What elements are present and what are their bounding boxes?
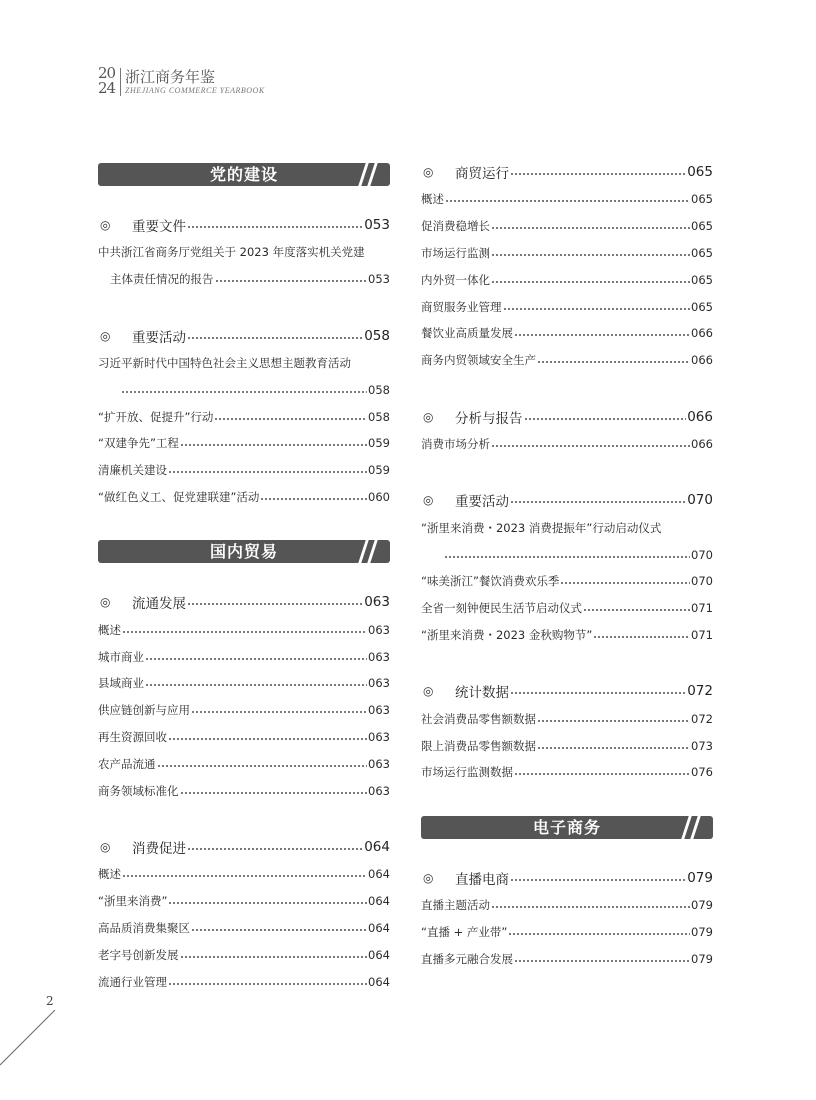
entry-page: 063 [368,676,390,691]
dot-leader [145,684,367,686]
entry-page: 065 [691,192,713,207]
category-title: 流通发展 [132,596,186,613]
dot-leader [122,631,367,633]
entry-page: 063 [368,729,390,744]
category-page: 063 [364,594,390,611]
category-title: 商贸运行 [455,166,509,182]
year-top: 20 [98,64,116,82]
entry-title: “扩开放、促提升”行动 [98,409,214,424]
toc-section [421,487,713,648]
dot-leader [503,308,691,310]
dot-leader [510,692,686,694]
corner-decoration [0,1010,60,1070]
toc-entry[interactable] [421,320,713,347]
entry-title: 促消费稳增长 [421,219,490,234]
toc-entry[interactable] [421,919,713,946]
entry-title: 全省一刻钟便民生活节启动仪式 [421,601,582,616]
entry-page: 070 [691,574,713,589]
dot-leader [215,280,368,282]
dot-leader [510,879,686,881]
dot-leader [122,875,367,877]
entry-page: 064 [368,894,390,909]
toc-entry[interactable] [421,293,713,320]
dot-leader [157,765,368,767]
entry-title: 主体责任情况的报告 [110,272,214,287]
slash-decoration [683,816,705,839]
entry-title: 清廉机关建设 [98,463,167,478]
entry-page: 059 [368,436,390,451]
toc-entry[interactable] [98,643,390,670]
entry-title: 再生资源回收 [98,729,167,744]
entry-title: “直播 + 产业带” [421,924,508,939]
entry-title: 老字号创新发展 [98,947,179,962]
entry-page: 063 [368,703,390,718]
header-divider [120,68,121,96]
slash-decoration [360,163,382,186]
entry-page: 076 [691,765,713,780]
book-title: 浙江商务年鉴 [125,68,216,86]
toc-entry[interactable] [421,431,713,458]
category-title: 重要文件 [132,219,186,235]
entry-page: 066 [691,326,713,341]
part-title: 党的建设 [209,165,278,184]
dot-leader [593,636,690,638]
entry-title: 直播多元融合发展 [421,951,513,966]
toc-entry[interactable] [421,240,713,267]
dot-leader [187,848,363,850]
entry-title: 高品质消费集聚区 [98,920,190,935]
entry-title: 中共浙江省商务厅党组关于 2023 年度落实机关党建 [98,245,365,260]
toc-entry[interactable] [421,266,713,293]
toc-section [421,159,713,374]
entry-page: 053 [368,272,390,287]
dot-leader [491,281,690,283]
toc-category[interactable] [421,404,713,430]
toc-entry[interactable] [98,750,390,777]
toc-entry[interactable] [421,541,713,568]
toc-entry[interactable] [421,705,713,732]
entry-page: 064 [368,974,390,989]
toc-section [98,323,390,511]
dot-leader [491,906,690,908]
toc-entry[interactable] [98,724,390,751]
entry-title: 流通行业管理 [98,974,167,989]
dot-leader [191,929,367,931]
category-title: 消费促进 [132,840,186,857]
entry-title: 县域商业 [98,676,144,691]
entry-title: 商贸服务业管理 [421,299,502,314]
toc-entry[interactable] [421,514,713,541]
entry-page: 060 [368,489,390,504]
dot-leader [444,556,690,558]
entry-page: 063 [368,622,390,637]
entry-page: 059 [368,463,390,478]
entry-page: 079 [691,924,713,939]
entry-title: “味美浙江”餐饮消费欢乐季 [421,574,560,589]
dot-leader [121,391,367,393]
dot-leader [191,711,367,713]
toc-entry[interactable] [421,595,713,622]
bullet-icon: ◎ [100,595,111,610]
toc-section [98,589,390,804]
dot-leader [491,227,690,229]
dot-leader [514,960,690,962]
category-title: 重要活动 [132,329,186,346]
entry-page: 066 [691,436,713,451]
category-page: 079 [687,869,713,886]
toc-section [421,404,713,458]
entry-title: 农产品流通 [98,756,156,771]
dot-leader [187,226,363,228]
book-subtitle: ZHEJIANG COMMERCE YEARBOOK [125,86,265,95]
toc-section [98,834,390,995]
category-page: 070 [687,492,713,509]
toc-entry[interactable] [421,892,713,919]
toc-category[interactable] [421,487,713,513]
toc-entry[interactable] [421,568,713,595]
entry-page: 071 [691,627,713,642]
category-title: 重要活动 [455,494,509,511]
toc-category[interactable] [421,159,713,185]
category-title: 分析与报告 [455,410,523,427]
toc-entry[interactable] [98,484,390,511]
entry-title: 消费市场分析 [421,436,490,451]
entry-page: 063 [368,783,390,798]
entry-page: 070 [691,547,713,562]
toc-left-column [98,159,390,1025]
entry-page: 071 [691,601,713,616]
entry-title: “浙里来消费・2023 消费提振年”行动启动仪式 [421,520,662,535]
page-number: 2 [46,994,54,1008]
dot-leader [510,173,686,175]
toc-section [421,865,713,972]
toc-entry[interactable] [98,266,390,293]
dot-leader [583,609,690,611]
toc-entry[interactable] [98,941,390,968]
entry-title: 市场运行监测数据 [421,765,513,780]
entry-page: 063 [368,649,390,664]
bullet-icon: ◎ [423,409,434,424]
toc-entry[interactable] [98,239,390,266]
entry-page: 065 [691,299,713,314]
entry-title: 限上消费品零售额数据 [421,738,536,753]
year-mark [98,66,118,96]
part-band [421,816,713,839]
bullet-icon: ◎ [100,839,111,854]
entry-title: 直播主题活动 [421,898,490,913]
toc-category[interactable] [98,212,390,238]
dot-leader [508,933,690,935]
toc-category[interactable] [98,323,390,349]
entry-page: 065 [691,245,713,260]
toc-category[interactable] [98,834,390,860]
bullet-icon: ◎ [423,870,434,885]
entry-title: 商务领域标准化 [98,783,179,798]
category-page: 065 [687,164,713,180]
category-page: 072 [687,683,713,700]
entry-page: 065 [691,219,713,234]
entry-title: 城市商业 [98,649,144,664]
toc-entry[interactable] [421,759,713,786]
entry-page: 072 [691,711,713,726]
entry-title: 概述 [98,622,121,637]
dot-leader [187,603,363,605]
toc-section [98,212,390,293]
toc-category[interactable] [421,678,713,704]
dot-leader [560,582,690,584]
dot-leader [260,498,367,500]
entry-title: 概述 [98,867,121,882]
dot-leader [537,361,690,363]
entry-page: 063 [368,756,390,771]
dot-leader [537,747,690,749]
entry-title: 市场运行监测 [421,245,490,260]
toc-category[interactable] [421,865,713,891]
part-band [98,540,390,563]
dot-leader [187,337,363,339]
entry-page: 079 [691,898,713,913]
dot-leader [168,983,367,985]
category-title: 统计数据 [455,685,509,702]
dot-leader [168,738,367,740]
bullet-icon: ◎ [423,165,434,179]
toc-entry[interactable] [98,861,390,888]
entry-page: 064 [368,867,390,882]
slash-decoration [360,540,382,563]
toc-entry[interactable] [421,213,713,240]
entry-page: 065 [691,272,713,287]
entry-title: “双建争先”工程 [98,436,179,451]
dot-leader [180,956,368,958]
toc-entry[interactable] [421,347,713,374]
toc-entry[interactable] [98,777,390,804]
toc-entry[interactable] [98,968,390,995]
toc-entry[interactable] [421,732,713,759]
toc-right-column [421,159,713,1002]
toc-category[interactable] [98,589,390,615]
toc-entry[interactable] [98,376,390,403]
entry-title: “浙里来消费・2023 金秋购物节” [421,627,593,642]
category-page: 066 [687,408,713,425]
entry-title: 内外贸一体化 [421,272,490,287]
toc-entry[interactable] [421,622,713,649]
entry-page: 066 [691,353,713,368]
category-page: 058 [364,327,390,344]
entry-page: 073 [691,738,713,753]
entry-title: 概述 [421,192,444,207]
dot-leader [491,254,690,256]
dot-leader [180,792,368,794]
category-page: 064 [364,838,390,855]
entry-title: 社会消费品零售额数据 [421,711,536,726]
toc-entry[interactable] [98,915,390,942]
toc-entry[interactable] [98,430,390,457]
bullet-icon: ◎ [100,218,111,232]
entry-title: “做红色义工、促党建联建”活动 [98,489,260,504]
category-title: 直播电商 [455,871,509,888]
entry-page: 058 [368,409,390,424]
dot-leader [514,334,690,336]
bullet-icon: ◎ [100,328,111,343]
entry-title: “浙里来消费” [98,894,168,909]
dot-leader [168,471,367,473]
dot-leader [514,773,690,775]
toc-entry[interactable] [421,945,713,972]
category-page: 053 [364,217,390,233]
entry-page: 064 [368,920,390,935]
entry-page: 058 [368,382,390,397]
year-bottom: 24 [98,79,116,97]
dot-leader [445,200,690,202]
toc-entry[interactable] [98,888,390,915]
dot-leader [180,444,367,446]
entry-page: 079 [691,951,713,966]
bullet-icon: ◎ [423,493,434,508]
entry-page: 064 [368,947,390,962]
dot-leader [491,445,690,447]
toc-entry[interactable] [98,350,390,377]
toc-entry[interactable] [98,697,390,724]
entry-title: 供应链创新与应用 [98,703,190,718]
toc-entry[interactable] [421,186,713,213]
toc-entry[interactable] [98,670,390,697]
part-title: 国内贸易 [209,542,278,562]
part-band [98,163,390,186]
entry-title: 习近平新时代中国特色社会主义思想主题教育活动 [98,355,351,370]
dot-leader [214,418,367,420]
dot-leader [145,658,367,660]
toc-section [421,678,713,785]
toc-entry[interactable] [98,457,390,484]
part-title: 电子商务 [532,817,601,837]
dot-leader [168,902,367,904]
entry-title: 餐饮业高质量发展 [421,326,513,341]
dot-leader [510,501,686,503]
toc-entry[interactable] [98,616,390,643]
dot-leader [524,418,687,420]
dot-leader [537,720,690,722]
bullet-icon: ◎ [423,684,434,699]
entry-title: 商务内贸领域安全生产 [421,353,536,368]
toc-entry[interactable] [98,403,390,430]
